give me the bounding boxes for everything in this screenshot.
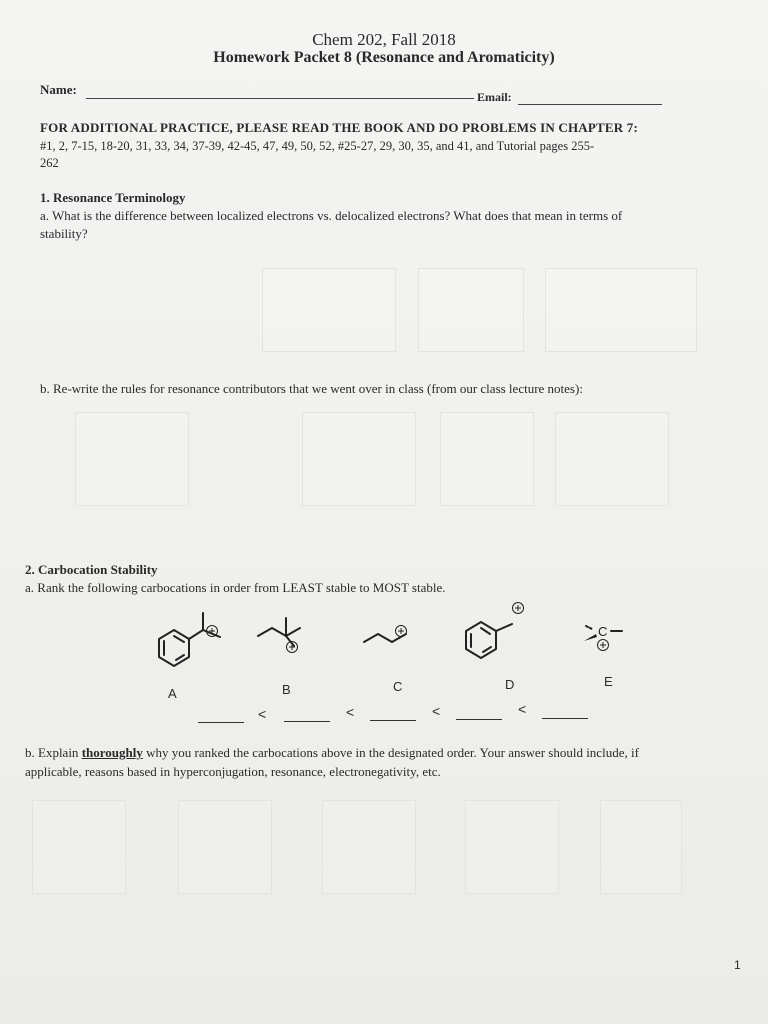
section2-question-b-line2: applicable, reasons based in hyperconjugation, resonance, electronegativity, etc. [25, 764, 441, 779]
practice-heading: FOR ADDITIONAL PRACTICE, PLEASE READ THE BOOK AND DO PROBLEMS IN CHAPTER 7: [40, 120, 639, 135]
bleed-through-box [545, 268, 697, 352]
molecule-label-b: B [282, 682, 291, 697]
section1-heading: 1. Resonance Terminology [40, 190, 186, 205]
name-label: Name: [40, 82, 77, 97]
packet-title: Homework Packet 8 (Resonance and Aromaticity) [213, 49, 555, 66]
ranking-blank-3[interactable] [370, 720, 416, 721]
section1-question-a-line1: a. What is the difference between localized electrons vs. delocalized electrons? What does that mean in terms of [40, 208, 623, 223]
less-than-symbol: < [518, 701, 527, 717]
bleed-through-box [178, 800, 272, 894]
molecule-label-a: A [168, 686, 177, 701]
bleed-through-box [302, 412, 416, 506]
page-number: 1 [734, 958, 741, 972]
practice-problems-line2: 262 [40, 156, 59, 170]
molecule-a-structure [159, 613, 220, 666]
molecule-c-structure [364, 634, 406, 642]
bleed-through-box [32, 800, 126, 894]
less-than-symbol: < [346, 704, 355, 720]
bleed-through-box [465, 800, 559, 894]
bleed-through-box [322, 800, 416, 894]
ranking-blank-1[interactable] [198, 722, 244, 723]
course-title: Chem 202, Fall 2018 [312, 30, 456, 49]
carbocation-structures [0, 596, 768, 670]
section1-question-a-line2: stability? [40, 226, 88, 241]
email-field[interactable] [518, 104, 662, 105]
section2-heading: 2. Carbocation Stability [25, 562, 158, 577]
wedge-bond [584, 634, 597, 641]
name-field[interactable] [86, 98, 474, 99]
molecule-label-d: D [505, 677, 515, 692]
ranking-blank-5[interactable] [542, 718, 588, 719]
emphasis-thoroughly: thoroughly [81, 745, 143, 760]
bleed-through-box [75, 412, 189, 506]
section2-question-a: a. Rank the following carbocations in order from LEAST stable to MOST stable. [25, 580, 446, 595]
bleed-through-box [600, 800, 682, 894]
practice-problems-line1: #1, 2, 7-15, 18-20, 31, 33, 34, 37-39, 42-45, 47, 49, 50, 52, #25-27, 29, 30, 35, and 41, and Tutorial pages 255- [40, 139, 595, 153]
section2-question-b-line1: b. Explain thoroughly why you ranked the carbocations above in the designated order. Your answer should include, if [25, 745, 639, 760]
bleed-through-box [440, 412, 534, 506]
less-than-symbol: < [258, 706, 267, 722]
molecule-label-c: C [393, 679, 403, 694]
carbon-atom-label: C [598, 624, 608, 639]
ranking-blank-2[interactable] [284, 721, 330, 722]
bleed-through-box [418, 268, 524, 352]
molecule-d-structure [466, 622, 512, 658]
less-than-symbol: < [432, 703, 441, 719]
ranking-blank-4[interactable] [456, 719, 502, 720]
bleed-through-box [555, 412, 669, 506]
section1-question-b: b. Re-write the rules for resonance contributors that we went over in class (from our class lecture notes): [40, 381, 583, 396]
bleed-through-box [262, 268, 396, 352]
molecule-label-e: E [604, 674, 613, 689]
email-label: Email: [477, 90, 512, 104]
